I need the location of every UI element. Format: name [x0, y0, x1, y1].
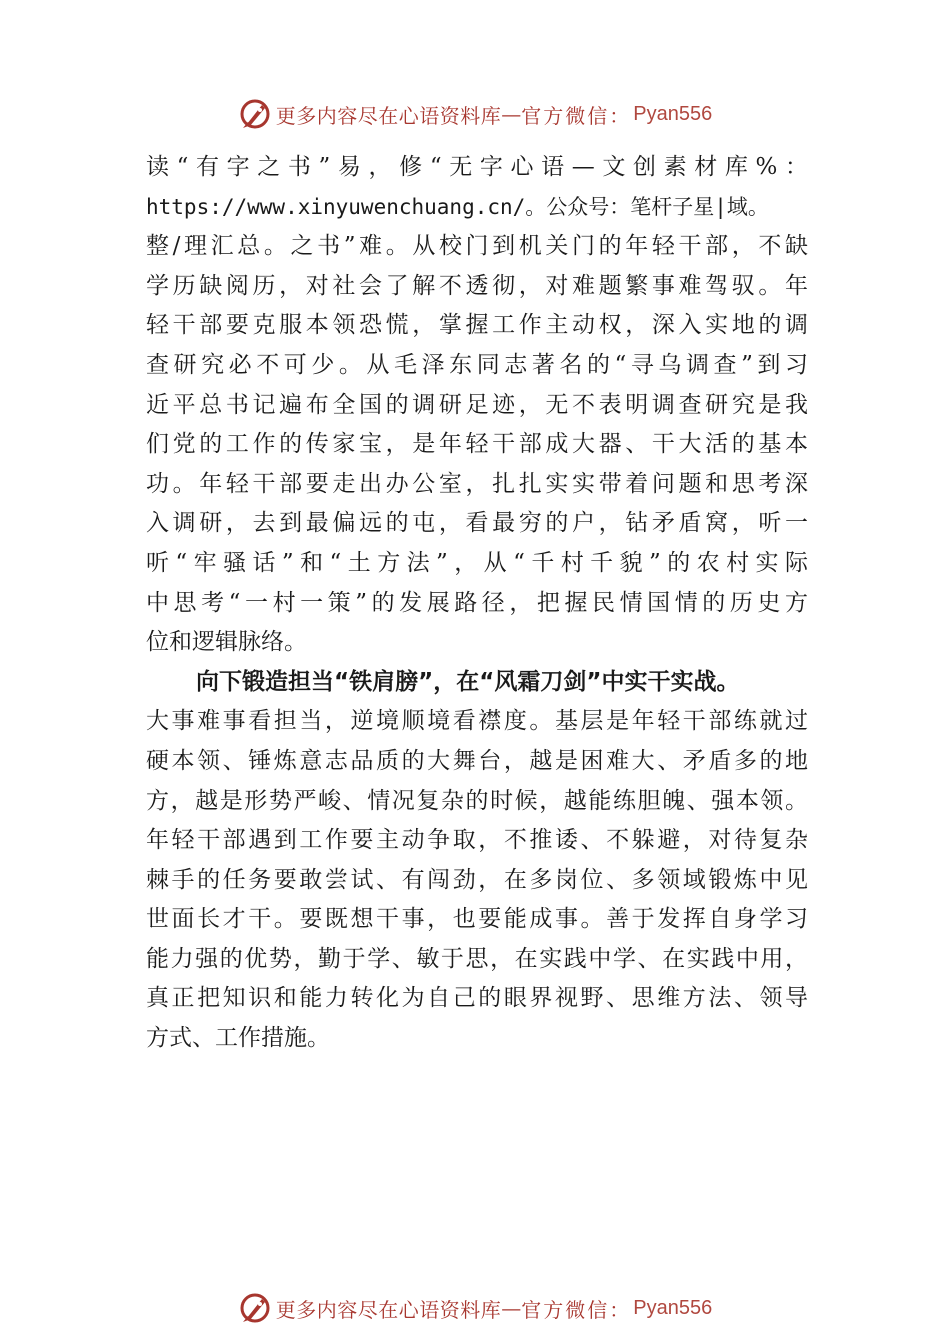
text-line: 世面长才干。要既想干事，也要能成事。善于发挥自身学习	[146, 906, 808, 933]
text-line: 功。年轻干部要走出办公室，扎扎实实带着问题和思考深	[146, 470, 808, 497]
header-banner	[0, 94, 950, 134]
banner-wechat-label: 官方微信：	[521, 103, 632, 128]
paragraph-2	[146, 663, 808, 1059]
text-line: 硬本领、锤炼意志品质的大舞台，越是困难大、矛盾多的地	[146, 747, 808, 774]
text-line: 轻干部要克服本领恐慌，掌握工作主动权，深入实地的调	[146, 312, 808, 339]
text-line: 年轻干部遇到工作要主动争取，不推诿、不躲避，对待复杂	[146, 827, 808, 854]
text-line: 方，越是形势严峻、情况复杂的时候，越能练胆魄、强本领。	[146, 787, 808, 814]
document-body	[146, 148, 808, 1059]
banner-wechat-id: Pyan556	[633, 1296, 713, 1319]
banner-dash: —	[501, 102, 522, 126]
banner-dash: —	[501, 1296, 522, 1320]
text-line: 位和逻辑脉络。	[146, 629, 307, 656]
text-line: 近平总书记遍布全国的调研足迹，无不表明调查研究是我	[146, 391, 808, 418]
text-line: 棘手的任务要敢尝试、有闯劲，在多岗位、多领域锻炼中见	[146, 866, 808, 893]
text-line: 查研究必不可少。从毛泽东同志著名的“寻乌调查”到习	[146, 351, 808, 378]
text-line: 学历缺阅历，对社会了解不透彻，对难题繁事难驾驭。年	[146, 272, 808, 299]
text-line: 中思考“一村一策”的发展路径，把握民情国情的历史方	[146, 589, 808, 616]
text-line: https://www.xinyuwenchuang.cn/。公众号：笔杆子星|域。	[146, 194, 769, 219]
pen-logo-icon	[238, 1291, 272, 1325]
text-line: 大事难事看担当，逆境顺境看襟度。基层是年轻干部练就过	[146, 708, 808, 735]
banner-site-text: 更多内容尽在心语资料库	[275, 103, 502, 128]
pen-logo-icon	[238, 97, 272, 131]
text-line: 能力强的优势，勤于学、敏于思，在实践中学、在实践中用，	[146, 945, 808, 972]
text-line: 入调研，去到最偏远的屯，看最穷的户，钻矛盾窝，听一	[146, 510, 808, 537]
banner-wechat-label: 官方微信：	[521, 1297, 632, 1322]
section-heading: 向下锻造担当“铁肩膀”，在“风霜刀剑”中实干实战。	[196, 668, 740, 695]
text-line: 真正把知识和能力转化为自己的眼界视野、思维方法、领导	[146, 985, 808, 1012]
text-line: 听“牢骚话”和“土方法”，从“千村千貌”的农村实际	[146, 549, 808, 576]
paragraph-1	[146, 148, 808, 663]
footer-banner	[0, 1288, 950, 1328]
banner-site-text: 更多内容尽在心语资料库	[275, 1297, 502, 1322]
text-line: 整/理汇总。之书”难。从校门到机关门的年轻干部，不缺	[146, 233, 808, 260]
text-line: 们党的工作的传家宝，是年轻干部成大器、干大活的基本	[146, 431, 808, 458]
banner-wechat-id: Pyan556	[633, 102, 713, 125]
text-line: 方式、工作措施。	[146, 1025, 330, 1052]
text-line: 读“有字之书”易，修“无字心语—文创素材库%：	[146, 154, 808, 180]
